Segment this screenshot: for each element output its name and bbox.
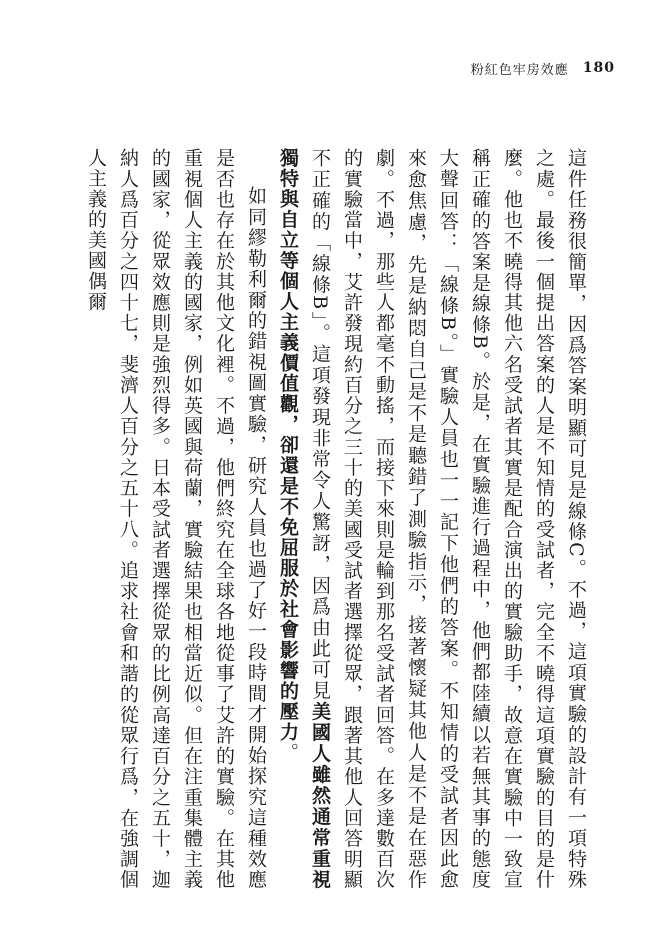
page-number: 180	[582, 60, 615, 76]
paragraph-1	[272, 148, 592, 890]
page-body	[72, 148, 592, 890]
running-header	[471, 56, 615, 80]
paragraph-1-emphasis: 美國人雖然通常重視獨特與自立等個人主義價值觀，卻還是不免屈服於社會影響的壓力	[277, 148, 331, 890]
paragraph-2: 如同繆勒利爾的錯視圖實驗，研究人員也過了好一段時間才開始探究這種效應是否也存在於其他文化裡。不過，他們終究在全球各地從事了艾許的實驗。在其他重視個人主義的國家，例如英國與荷蘭，實驗結果也相當近似。但在注重集體主義的國家，從眾效應則是強烈得多。日本受試者選擇從眾的比例高達百分之五十，迦納人爲百分之四十七，斐濟人百分之五十八。追求社會和諧的從眾行爲，在強調個人主義的美國偶爾	[85, 148, 267, 890]
paragraph-1-end: 。	[277, 742, 299, 763]
paragraph-1-text: 這件任務很簡單，因爲答案明顯可見是線條C。不過，這項實驗的設計有一項特殊之處。最後一個提出答案的人是不知情的受試者，完全不曉得這項實驗的目的是什麼。他也不曉得其他六名受試者其實是配合演出的實驗助手，故意在實驗中一致宣稱正確的答案是線條B。於是，在實驗進行過程中，他們都陸續以若無其事的態度大聲回答：「線條B。」實驗人員也一一記下他們的答案。不知情的受試者因此愈來愈焦慮，先是納悶自己是不是聽錯了測驗指示，接著懷疑其他人是不是在惡作劇。不過，那些人都毫不動搖，而接下來則是輪到那名受試者回答。在多達數百次的實驗當中，艾許發現約百分之三十的美國受試者選擇從眾，跟著其他人回答明顯不正確的「線條B」。這項發現非常令人驚訝，因爲由此可見	[309, 148, 587, 890]
running-title: 粉紅色牢房效應	[470, 62, 569, 78]
